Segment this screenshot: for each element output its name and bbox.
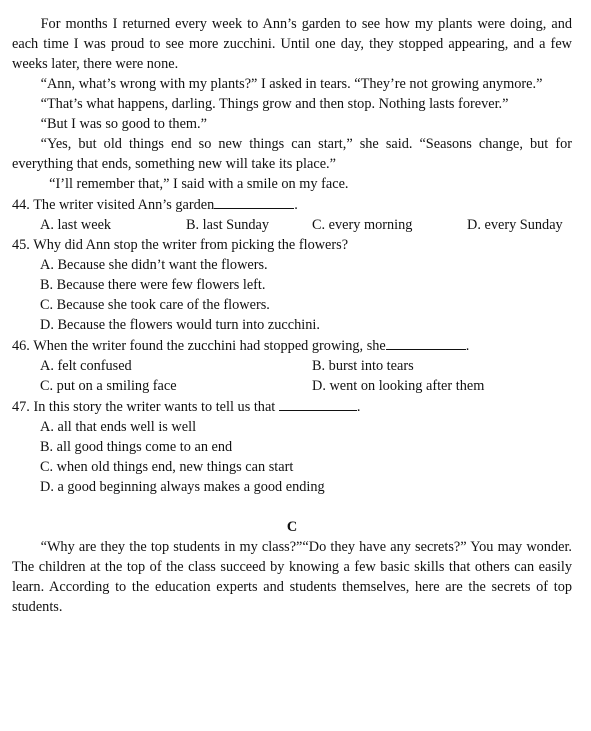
- option-c: C. when old things end, new things can start: [40, 459, 294, 475]
- section-c: [12, 517, 572, 617]
- option-d: D. Because the flowers would turn into zucchini.: [40, 317, 320, 333]
- question-end: .: [294, 197, 298, 213]
- question-number: 46.: [12, 338, 30, 354]
- question-stem: [12, 235, 572, 255]
- option-a: A. last week: [40, 217, 112, 233]
- story-paragraph-2: “Ann, what’s wrong with my plants?” I asked in tears. “They’re not growing anymore.”: [40, 76, 543, 92]
- options-row: [12, 215, 572, 235]
- question-stem: [12, 194, 572, 215]
- question-end: .: [465, 338, 470, 354]
- story-paragraph-1: For months I returned every week to Ann’s garden to see how my plants were doing, and each time I was proud to see more zucchini. Until one day, they stopped appearing, and a few weeks later, there were none.: [12, 16, 572, 72]
- answer-blank: [279, 396, 357, 411]
- story-paragraph-3: “That’s what happens, darling. Things grow and then stop. Nothing lasts forever.”: [40, 96, 509, 112]
- question-44: [12, 194, 572, 235]
- question-45: [12, 235, 572, 335]
- question-stem: [12, 335, 572, 356]
- story-paragraph-5: “Yes, but old things end so new things can start,” she said. “Seasons change, but for everything that ends, something new will take its place.”: [12, 136, 572, 172]
- question-46: [12, 335, 572, 396]
- story-paragraph-6: “I’ll remember that,” I said with a smile on my face.: [49, 176, 349, 192]
- option-d: D. every Sunday: [467, 217, 563, 233]
- option-b: B. last Sunday: [186, 217, 270, 233]
- story-paragraph-4: “But I was so good to them.”: [40, 116, 207, 132]
- question-text: When the writer found the zucchini had stopped growing, she: [33, 338, 386, 354]
- option-b: B. burst into tears: [312, 358, 414, 374]
- question-number: 47.: [12, 399, 30, 415]
- question-number: 45.: [12, 237, 30, 253]
- option-d: D. a good beginning always makes a good ending: [40, 479, 325, 495]
- question-end: .: [356, 399, 361, 415]
- option-b: B. all good things come to an end: [40, 439, 233, 455]
- answer-blank: [214, 194, 294, 209]
- question-stem: [12, 396, 572, 417]
- options-row: [12, 376, 572, 396]
- option-c: C. put on a smiling face: [40, 378, 177, 394]
- question-number: 44.: [12, 197, 30, 213]
- question-text: In this story the writer wants to tell us that: [33, 399, 276, 415]
- options-row: [12, 356, 572, 376]
- answer-blank: [386, 335, 466, 350]
- option-b: B. Because there were few flowers left.: [40, 277, 266, 293]
- option-a: A. felt confused: [40, 358, 132, 374]
- option-c: C. every morning: [312, 217, 413, 233]
- option-d: D. went on looking after them: [312, 378, 485, 394]
- question-text: Why did Ann stop the writer from picking the flowers?: [33, 237, 349, 253]
- section-c-paragraph: “Why are they the top students in my class?”“Do they have any secrets?” You may wonder. The children at the top of the class succeed by knowing a few basic skills that others can easily learn. According to the education experts and students themselves, here are the secrets of top students.: [12, 539, 572, 615]
- option-a: A. all that ends well is well: [40, 419, 197, 435]
- section-heading: C: [286, 519, 298, 535]
- question-text: The writer visited Ann’s garden: [33, 197, 215, 213]
- option-a: A. Because she didn’t want the flowers.: [40, 257, 268, 273]
- option-c: C. Because she took care of the flowers.: [40, 297, 270, 313]
- question-47: [12, 396, 572, 497]
- story-passage: [12, 14, 572, 194]
